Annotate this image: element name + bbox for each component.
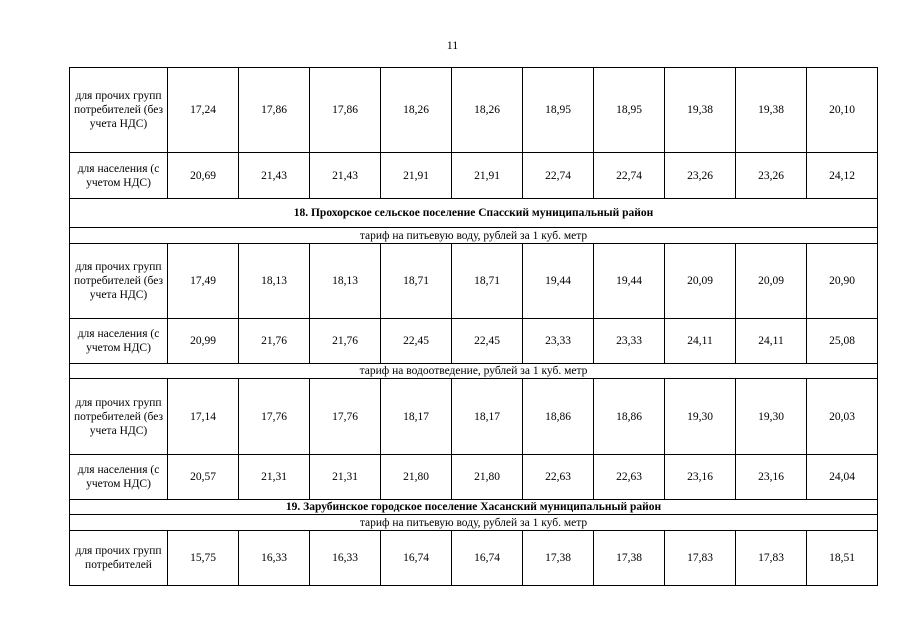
table-row <box>70 319 878 364</box>
section-heading: 18. Прохорское сельское поселение Спасский муниципальный район <box>70 199 878 228</box>
tariff-value: 17,49 <box>168 244 239 319</box>
tariff-type-row <box>70 515 878 531</box>
tariff-table <box>69 67 878 586</box>
page-number: 11 <box>446 38 459 52</box>
tariff-value: 21,80 <box>381 455 452 500</box>
tariff-value: 17,38 <box>594 531 665 586</box>
tariff-value: 20,09 <box>665 244 736 319</box>
tariff-value: 22,74 <box>523 153 594 199</box>
tariff-value: 24,12 <box>807 153 878 199</box>
table-row <box>70 153 878 199</box>
tariff-value: 17,83 <box>665 531 736 586</box>
consumer-category: для прочих групп потребителей (без учета НДС) <box>70 68 168 153</box>
table-row <box>70 379 878 455</box>
tariff-value: 17,24 <box>168 68 239 153</box>
tariff-value: 16,33 <box>239 531 310 586</box>
section-heading-row <box>70 199 878 228</box>
tariff-value: 16,33 <box>310 531 381 586</box>
tariff-value: 19,38 <box>736 68 807 153</box>
consumer-category: для прочих групп потребителей (без учета НДС) <box>70 244 168 319</box>
tariff-value: 21,43 <box>239 153 310 199</box>
tariff-value: 17,76 <box>239 379 310 455</box>
table-row <box>70 455 878 500</box>
tariff-value: 20,90 <box>807 244 878 319</box>
section-heading: 19. Зарубинское городское поселение Хасанский муниципальный район <box>70 500 878 515</box>
tariff-value: 18,26 <box>452 68 523 153</box>
tariff-value: 16,74 <box>381 531 452 586</box>
tariff-value: 21,91 <box>452 153 523 199</box>
tariff-value: 22,74 <box>594 153 665 199</box>
tariff-value: 21,76 <box>310 319 381 364</box>
tariff-value: 18,17 <box>381 379 452 455</box>
tariff-value: 18,71 <box>381 244 452 319</box>
tariff-value: 22,45 <box>452 319 523 364</box>
tariff-value: 21,91 <box>381 153 452 199</box>
consumer-category: для населения (с учетом НДС) <box>70 319 168 364</box>
tariff-value: 21,31 <box>310 455 381 500</box>
tariff-value: 21,43 <box>310 153 381 199</box>
tariff-value: 17,76 <box>310 379 381 455</box>
tariff-value: 18,13 <box>239 244 310 319</box>
tariff-value: 20,57 <box>168 455 239 500</box>
tariff-value: 17,86 <box>310 68 381 153</box>
tariff-type-row <box>70 228 878 244</box>
tariff-value: 20,09 <box>736 244 807 319</box>
tariff-value: 17,14 <box>168 379 239 455</box>
tariff-value: 22,63 <box>594 455 665 500</box>
tariff-value: 21,80 <box>452 455 523 500</box>
tariff-value: 23,16 <box>665 455 736 500</box>
table-row <box>70 531 878 586</box>
tariff-type-heading: тариф на питьевую воду, рублей за 1 куб. метр <box>70 515 878 531</box>
tariff-value: 20,69 <box>168 153 239 199</box>
tariff-value: 20,03 <box>807 379 878 455</box>
consumer-category: для прочих групп потребителей <box>70 531 168 586</box>
tariff-value: 19,44 <box>594 244 665 319</box>
tariff-value: 19,44 <box>523 244 594 319</box>
consumer-category: для населения (с учетом НДС) <box>70 455 168 500</box>
tariff-value: 18,17 <box>452 379 523 455</box>
table-row <box>70 68 878 153</box>
tariff-value: 18,86 <box>594 379 665 455</box>
consumer-category: для населения (с учетом НДС) <box>70 153 168 199</box>
section-heading-row <box>70 500 878 515</box>
tariff-value: 18,95 <box>523 68 594 153</box>
tariff-value: 20,10 <box>807 68 878 153</box>
tariff-value: 18,71 <box>452 244 523 319</box>
tariff-value: 15,75 <box>168 531 239 586</box>
tariff-value: 17,86 <box>239 68 310 153</box>
tariff-value: 21,76 <box>239 319 310 364</box>
tariff-value: 24,04 <box>807 455 878 500</box>
tariff-value: 18,86 <box>523 379 594 455</box>
tariff-value: 22,63 <box>523 455 594 500</box>
tariff-value: 25,08 <box>807 319 878 364</box>
tariff-value: 24,11 <box>665 319 736 364</box>
table-row <box>70 244 878 319</box>
tariff-value: 18,26 <box>381 68 452 153</box>
tariff-type-heading: тариф на питьевую воду, рублей за 1 куб. метр <box>70 228 878 244</box>
tariff-value: 16,74 <box>452 531 523 586</box>
tariff-value: 23,26 <box>665 153 736 199</box>
tariff-value: 22,45 <box>381 319 452 364</box>
tariff-type-row <box>70 364 878 379</box>
tariff-value: 18,13 <box>310 244 381 319</box>
tariff-value: 23,33 <box>594 319 665 364</box>
tariff-value: 18,95 <box>594 68 665 153</box>
tariff-value: 18,51 <box>807 531 878 586</box>
tariff-value: 19,30 <box>665 379 736 455</box>
tariff-value: 23,26 <box>736 153 807 199</box>
tariff-value: 24,11 <box>736 319 807 364</box>
tariff-value: 23,33 <box>523 319 594 364</box>
tariff-value: 20,99 <box>168 319 239 364</box>
tariff-value: 21,31 <box>239 455 310 500</box>
tariff-value: 19,30 <box>736 379 807 455</box>
consumer-category: для прочих групп потребителей (без учета НДС) <box>70 379 168 455</box>
tariff-value: 19,38 <box>665 68 736 153</box>
tariff-type-heading: тариф на водоотведение, рублей за 1 куб. метр <box>70 364 878 379</box>
tariff-value: 17,83 <box>736 531 807 586</box>
tariff-value: 23,16 <box>736 455 807 500</box>
tariff-value: 17,38 <box>523 531 594 586</box>
